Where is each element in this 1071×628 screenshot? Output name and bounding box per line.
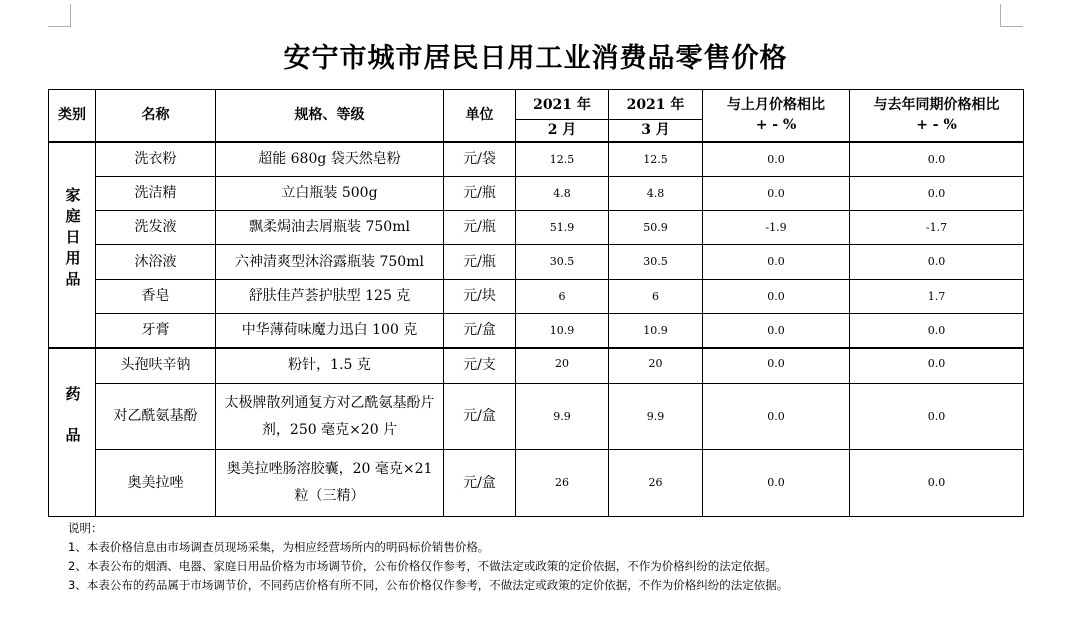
item-spec: 奥美拉唑肠溶胶囊，20 毫克×21 粒（三精） xyxy=(216,450,444,517)
price-feb: 9.9 xyxy=(516,384,609,450)
note-item: 1、本表价格信息由市场调查员现场采集，为相应经营场所内的明码标价销售价格。 xyxy=(68,540,490,554)
item-unit: 元/支 xyxy=(444,348,516,384)
item-spec: 舒肤佳芦荟护肤型 125 克 xyxy=(216,280,444,314)
change-mom: 0.0 xyxy=(703,384,850,450)
change-yoy: 0.0 xyxy=(850,450,1024,517)
price-feb: 20 xyxy=(516,348,609,384)
page-corner-mark-right xyxy=(1000,4,1023,27)
item-unit: 元/盒 xyxy=(444,384,516,450)
header-year-mar: 2021 年 xyxy=(609,90,703,120)
item-unit: 元/块 xyxy=(444,280,516,314)
item-spec: 飘柔焗油去屑瓶装 750ml xyxy=(216,211,444,245)
item-name: 洗发液 xyxy=(96,211,216,245)
item-spec: 超能 680g 袋天然皂粉 xyxy=(216,142,444,177)
price-mar: 4.8 xyxy=(609,177,703,211)
item-name: 对乙酰氨基酚 xyxy=(96,384,216,450)
price-feb: 26 xyxy=(516,450,609,517)
header-unit: 单位 xyxy=(444,90,516,142)
header-mom-sub: + - % xyxy=(755,117,797,134)
header-year-feb: 2021 年 xyxy=(516,90,609,120)
change-yoy: 0.0 xyxy=(850,245,1024,280)
item-unit: 元/瓶 xyxy=(444,245,516,280)
item-name: 洗洁精 xyxy=(96,177,216,211)
change-mom: -1.9 xyxy=(703,211,850,245)
price-mar: 30.5 xyxy=(609,245,703,280)
change-yoy: 0.0 xyxy=(850,177,1024,211)
item-name: 沐浴液 xyxy=(96,245,216,280)
change-mom: 0.0 xyxy=(703,280,850,314)
price-feb: 51.9 xyxy=(516,211,609,245)
item-unit: 元/袋 xyxy=(444,142,516,177)
header-spec: 规格、等级 xyxy=(216,90,444,142)
change-yoy: 0.0 xyxy=(850,348,1024,384)
item-spec: 立白瓶装 500g xyxy=(216,177,444,211)
change-yoy: 1.7 xyxy=(850,280,1024,314)
item-unit: 元/瓶 xyxy=(444,211,516,245)
change-mom: 0.0 xyxy=(703,177,850,211)
item-unit: 元/盒 xyxy=(444,450,516,517)
item-spec: 太极牌散列通复方对乙酰氨基酚片剂，250 毫克×20 片 xyxy=(216,384,444,450)
change-mom: 0.0 xyxy=(703,314,850,348)
price-mar: 12.5 xyxy=(609,142,703,177)
price-mar: 50.9 xyxy=(609,211,703,245)
table-row xyxy=(49,280,1024,314)
table-row xyxy=(49,348,1024,384)
price-mar: 10.9 xyxy=(609,314,703,348)
price-feb: 10.9 xyxy=(516,314,609,348)
header-mom-label: 与上月价格相比 xyxy=(727,97,825,114)
category-cell xyxy=(49,348,96,517)
header-yoy-label: 与去年同期价格相比 xyxy=(873,97,1000,114)
item-name: 奥美拉唑 xyxy=(96,450,216,517)
header-category: 类别 xyxy=(49,90,96,142)
price-feb: 12.5 xyxy=(516,142,609,177)
item-spec: 六神清爽型沐浴露瓶装 750ml xyxy=(216,245,444,280)
category-label: 家庭日用品 xyxy=(63,187,82,292)
table-row xyxy=(49,211,1024,245)
table-row xyxy=(49,314,1024,348)
change-mom: 0.0 xyxy=(703,348,850,384)
item-name: 香皂 xyxy=(96,280,216,314)
category-cell xyxy=(49,142,96,348)
change-mom: 0.0 xyxy=(703,450,850,517)
table-row xyxy=(49,245,1024,280)
category-label: 药品 xyxy=(63,386,82,469)
change-yoy: 0.0 xyxy=(850,384,1024,450)
header-yoy xyxy=(850,90,1024,142)
price-mar: 20 xyxy=(609,348,703,384)
page-title: 安宁市城市居民日用工业消费品零售价格 xyxy=(283,43,788,74)
header-row xyxy=(49,90,1024,120)
item-unit: 元/盒 xyxy=(444,314,516,348)
note-item: 3、本表公布的药品属于市场调节价，不同药店价格有所不同，公布价格仅作参考，不做法定或政策的定价依据，不作为价格纠纷的法定依据。 xyxy=(68,578,789,592)
header-month-feb: 2 月 xyxy=(516,120,609,142)
notes-heading: 说明： xyxy=(68,521,103,535)
table-row xyxy=(49,450,1024,517)
change-yoy: 0.0 xyxy=(850,314,1024,348)
price-mar: 9.9 xyxy=(609,384,703,450)
header-month-mar: 3 月 xyxy=(609,120,703,142)
change-mom: 0.0 xyxy=(703,245,850,280)
price-feb: 4.8 xyxy=(516,177,609,211)
item-unit: 元/瓶 xyxy=(444,177,516,211)
change-yoy: 0.0 xyxy=(850,142,1024,177)
page-corner-mark-left xyxy=(48,4,71,27)
header-yoy-sub: + - % xyxy=(916,117,957,134)
table-row xyxy=(49,177,1024,211)
price-mar: 26 xyxy=(609,450,703,517)
change-yoy: -1.7 xyxy=(850,211,1024,245)
table-row xyxy=(49,142,1024,177)
change-mom: 0.0 xyxy=(703,142,850,177)
price-mar: 6 xyxy=(609,280,703,314)
item-name: 头孢呋辛钠 xyxy=(96,348,216,384)
notes xyxy=(68,519,788,595)
header-name: 名称 xyxy=(96,90,216,142)
note-item: 2、本表公布的烟酒、电器、家庭日用品价格为市场调节价，公布价格仅作参考，不做法定或政策的定价依据，不作为价格纠纷的法定依据。 xyxy=(68,559,777,573)
item-spec: 粉针，1.5 克 xyxy=(216,348,444,384)
price-table xyxy=(48,89,1024,517)
item-name: 牙膏 xyxy=(96,314,216,348)
item-name: 洗衣粉 xyxy=(96,142,216,177)
item-spec: 中华薄荷味魔力迅白 100 克 xyxy=(216,314,444,348)
price-feb: 30.5 xyxy=(516,245,609,280)
price-feb: 6 xyxy=(516,280,609,314)
header-mom xyxy=(703,90,850,142)
table-row xyxy=(49,384,1024,450)
